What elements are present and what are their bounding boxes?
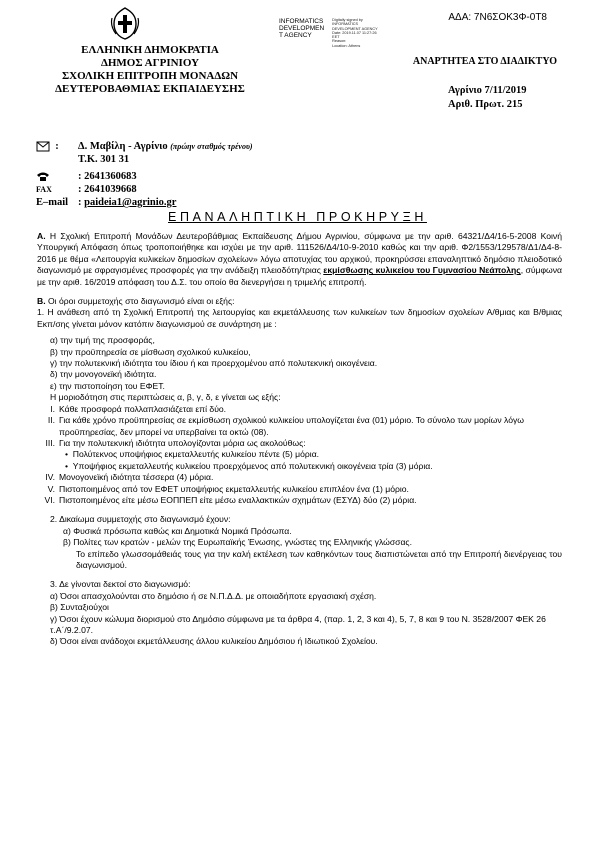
document-body xyxy=(37,231,562,648)
scoring-rule: II. Για κάθε χρόνο προϋπηρεσίας σε εκμίσθωση σχολικού κυλικείου υπολογίζεται ένα (01) μόριο. Το σύνολο των μορίων λόγω προϋπηρεσίας, δεν μπορεί να υπερβαίνει τα οκτώ (08). xyxy=(47,415,524,437)
scoring-rule: IV. Μονογονεϊκή ιδιότητα τέσσερα (4) μόρια. xyxy=(45,472,214,483)
header-line: ΕΛΛΗΝΙΚΗ ΔΗΜΟΚΡΑΤΙΑ xyxy=(81,44,219,56)
criterion-item: β) την προϋπηρεσία σε μίσθωση σχολικού κυλικείου, xyxy=(50,346,251,357)
street-address: Δ. Μαβίλη - Αγρίνιο xyxy=(78,141,168,152)
excluded-item: δ) Όσοι είναι ανάδοχοι εκμετάλλευσης άλλου κυλικείου Δημόσιου ή Ιδιωτικού Σχολείου. xyxy=(50,636,378,647)
telephone-icon xyxy=(36,171,50,182)
header-line: ΔΗΜΟΣ ΑΓΡΙΝΙΟΥ xyxy=(100,57,200,69)
condition-2: 2. Δικαίωμα συμμετοχής στο διαγωνισμό έχουν: xyxy=(50,514,231,525)
eligible-item: α) Φυσικά πρόσωπα καθώς και Δημοτικά Νομικά Πρόσωπα. xyxy=(63,525,292,536)
issuer-header xyxy=(25,44,275,96)
section-a: Α. Η Σχολική Επιτροπή Μονάδων Δευτεροβάθμιας Εκπαίδευσης Δήμου Αγρινίου, σύμφωνα με την αριθ. 64321/Δ4/16-5-2008 Κοινή Υπουργική Απόφαση όπως τροποποιήθηκε και ισχύει με την αριθ. 111526/Δ4/10-9-2010 καθώς και την αριθ. Φ2/1553/129578/Δ1/Δ4-8-2016 με θέμα «Λειτουργία κυλικείων δημοσίων σχολείων» λόγω αποτυχίας του αρχικού, προκηρύσσει επαναληπτικό δημόσιο πλειοδοτικό διαγωνισμό με σφραγισμένες προσφορές για την ανάδειξη πλειοδότη/τριας εκμίσθωσης κυλικείου του Γυμνασίου Νεάπολης, σύμφωνα με την αριθ. 16/2019 απόφαση του Δ.Σ. του οποίο θα διενεργήσει η τριμελής επιτροπή. xyxy=(37,231,563,287)
criterion-item: δ) την μονογονεϊκή ιδιότητα. xyxy=(50,369,157,380)
date-protocol xyxy=(448,84,527,112)
scoring-rule: I. Κάθε προσφορά πολλαπλασιάζεται επί δύο. xyxy=(50,403,227,414)
excluded-item: β) Συνταξιούχοι xyxy=(50,602,109,613)
criterion-item: α) την τιμή της προσφοράς, xyxy=(50,335,155,346)
email-label: E–mail xyxy=(36,197,69,208)
signer-name: INFORMATICS DEVELOPMEN T AGENCY xyxy=(279,18,325,39)
scoring-intro: Η μοριοδότηση στις περιπτώσεις α, β, γ, δ, ε γίνεται ως εξής: xyxy=(50,392,281,403)
postcode: Τ.Κ. 301 31 xyxy=(78,154,130,165)
header-line: ΣΧΟΛΙΚΗ ΕΠΙΤΡΟΠΗ ΜΟΝΑΔΩΝ xyxy=(61,70,239,82)
signature-details: Digitally signed by INFORMATICS DEVELOPMENT AGENCY Date: 2019.11.07 11:27:26 EET Reason: Location: Athens xyxy=(332,18,378,48)
fax-number: : 2641039668 xyxy=(78,184,137,195)
document-title: ΕΠΑΝΑΛΗΠΤΙΚΗ ΠΡΟΚΗΡΥΞΗ xyxy=(168,210,427,224)
header-line: ΔΕΥΤΕΡΟΒΑΘΜΙΑΣ ΕΚΠΑΙΔΕΥΣΗΣ xyxy=(55,83,245,95)
condition-3: 3. Δε γίνονται δεκτοί στο διαγωνισμό: xyxy=(50,579,191,590)
scoring-rule: V. Πιστοποιημένος από τον ΕΦΕΤ υποψήφιος εκμεταλλευτής κυλικείου επιπλέον ένα (1) μόριο. xyxy=(47,483,409,494)
scoring-rule: III. Για την πολυτεκνική ιδιότητα υπολογίζονται μόρια ως ακολούθως: xyxy=(45,437,306,448)
scoring-rule: VI. Πιστοποιημένος είτε μέσω ΕΟΠΠΕΠ είτε μέσω εναλλακτικών σχημάτων (ΕΣΥΔ) δύο (2) μόρια. xyxy=(44,494,417,505)
language-note: Το επίπεδο γλωσσομάθειάς τους για την καλή εκτέλεση των καθηκόντων τους διαπιστώνεται από την Επιτροπή διενέργειας του διαγωνισμού. xyxy=(76,548,562,570)
excluded-item: α) Όσοι απασχολούνται στο δημόσιο ή σε Ν.Π.Δ.Δ. με οποιαδήποτε εργασιακή σχέση. xyxy=(50,590,377,601)
criterion-item: ε) την πιστοποίηση του ΕΦΕΤ. xyxy=(50,380,165,391)
street-note: (πρώην σταθμός τρένου) xyxy=(170,142,253,151)
phone-number: : 2641360683 xyxy=(78,171,137,182)
greek-coat-of-arms-icon xyxy=(108,6,142,40)
contact-block: : Δ. Μαβίλη - Αγρίνιο (πρώην σταθμός τρένου) Τ.Κ. 301 31 : 2641360683 FAX : 2641039668 E–mail : paideia1@agrinio.gr xyxy=(36,141,253,208)
date-line: Αγρίνιο 7/11/2019 xyxy=(448,85,527,96)
criterion-item: γ) την πολυτεκνική ιδιότητα του ίδιου ή και προερχομένου από πολυτεκνική οικογένεια. xyxy=(50,358,378,369)
eligible-item: β) Πολίτες των κρατών - μελών της Ευρωπαϊκής Ένωσης, γνώστες της Ελληνικής γλώσσας. xyxy=(63,537,412,548)
bullet-item: • Υποψήφιος εκμεταλλευτής κυλικείου προερχόμενος από πολυτεκνική οικογένεια τρία (3) μόρια. xyxy=(65,460,433,471)
section-b-intro: Β. Οι όροι συμμετοχής στο διαγωνισμό είναι οι εξής: xyxy=(37,296,235,307)
condition-1: 1. Η ανάθεση από τη Σχολική Επιτροπή της λειτουργίας και εκμετάλλευσης των κυλικείων των δημοσίων σχολείων Α/θμιας και Β/θμιας Εκπ/σης γίνεται μόνον κατόπιν διαγωνισμού σε συνάρτηση με : xyxy=(37,307,562,329)
email-link[interactable]: paideia1@agrinio.gr xyxy=(84,197,177,208)
excluded-item: γ) Όσοι έχουν κώλυμα διορισμού στο Δημόσιο σύμφωνα με τα άρθρα 4, (παρ. 1, 2, 3 και 4), 5, 7, 8 και 9 του Ν. 3528/2007 ΦΕΚ 26 τ.Α΄/9.2.07. xyxy=(50,613,546,635)
fax-label: FAX xyxy=(36,185,52,194)
posted-online-notice: ΑΝΑΡΤΗΤΕΑ ΣΤΟ ΔΙΑΔΙΚΤΥΟ xyxy=(412,56,557,67)
envelope-icon xyxy=(36,141,50,152)
tender-subject: εκμίσθωσης κυλικείου του Γυμνασίου Νεάπολης xyxy=(323,265,521,276)
bullet-item: • Πολύτεκνος υποψήφιος εκμεταλλευτής κυλικείου πέντε (5) μόρια. xyxy=(65,449,320,460)
ada-code: ΑΔΑ: 7Ν6ΣΟΚ3Φ-0Τ8 xyxy=(448,12,547,23)
protocol-line: Αριθ. Πρωτ. 215 xyxy=(448,99,523,110)
digital-signature-stamp xyxy=(279,18,378,48)
